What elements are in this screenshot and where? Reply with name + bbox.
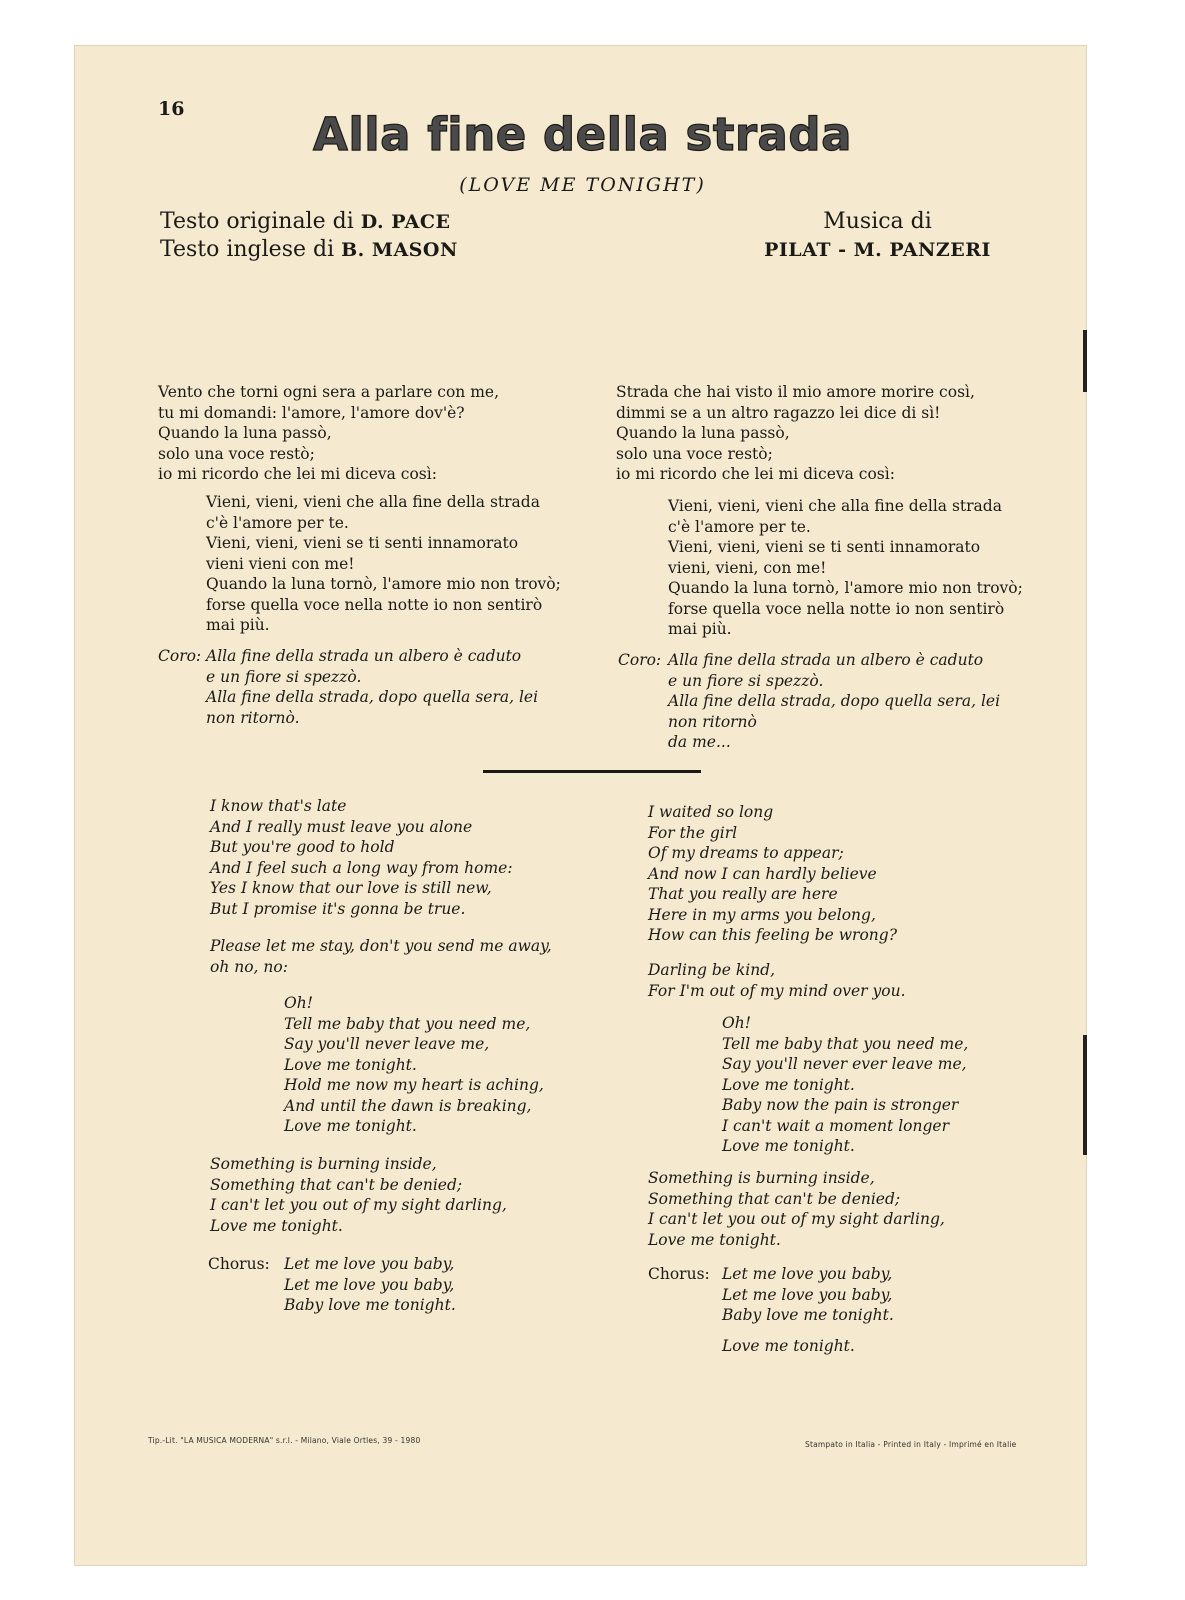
lyric-line: non ritornò. [206,708,300,727]
lyric-line: And I really must leave you alone [210,817,473,836]
lyric-line: oh no, no: [210,957,288,976]
italian-chorus-2 [668,650,1000,753]
lyric-line: For I'm out of my mind over you. [648,981,906,1000]
lyric-line: Alla fine della strada, dopo quella sera, lei [206,688,539,706]
lyric-line: forse quella voce nella notte io non sentirò [668,599,1005,618]
song-title: Alla fine della strada [313,108,852,161]
english-bridge-1 [210,936,552,977]
english-outro: Love me tonight. [722,1337,855,1355]
english-bridge-2 [648,960,906,1001]
lyric-line: Love me tonight. [284,1055,417,1074]
italian-verse-2 [616,382,975,485]
lyric-line: solo una voce restò; [616,444,773,463]
lyric-line: Let me love you baby, [722,1265,893,1283]
italian-verse-1 [158,382,499,485]
composer-credits [745,208,1010,264]
english-chorus-1 [284,1254,456,1316]
lyric-line: And I feel such a long way from home: [210,858,513,877]
lyric-line: Vieni, vieni, vieni che alla fine della strada [206,493,540,511]
lyric-line: Alla fine della strada un albero è caduto [668,651,984,669]
lyric-line: I can't let you out of my sight darling, [648,1210,945,1228]
lyric-line: Let me love you baby, [284,1255,455,1273]
english-closing-2 [648,1168,945,1250]
english-refrain-1 [284,993,544,1137]
lyric-line: Something is burning inside, [648,1169,875,1187]
lyric-line: Love me tonight. [648,1230,781,1249]
italian-chorus-label: Coro: [158,647,202,665]
lyric-line: Vento che torni ogni sera a parlare con me, [158,383,500,401]
lyric-line: Tell me baby that you need me, [284,1014,531,1033]
lyric-line: Baby love me tonight. [284,1296,456,1314]
lyric-line: Vieni, vieni, vieni se ti senti innamorato [206,534,519,552]
credit-label: Testo originale di [160,209,354,234]
lyric-line: Hold me now my heart is aching, [284,1076,544,1094]
original-lyrics-credit [160,208,458,236]
lyric-line: That you really are here [648,885,838,903]
lyric-line: Oh! [722,1014,751,1032]
lyric-line: mai più. [668,620,732,638]
italian-chorus-label: Coro: [618,651,662,669]
printer-footer: Tip.-Lit. "LA MUSICA MODERNA" s.r.l. - Milano, Viale Ortles, 39 - 1980 [148,1436,421,1445]
italian-refrain-1 [206,492,561,636]
english-chorus-2 [722,1264,894,1326]
lyric-line: Vieni, vieni, vieni che alla fine della strada [668,497,1002,515]
lyric-line: Something that can't be denied; [648,1189,901,1208]
lyric-line: Let me love you baby, [722,1285,893,1304]
english-verse-1 [210,796,513,919]
page-edge-mark [1083,1035,1087,1155]
lyric-line: Baby love me tonight. [722,1306,894,1324]
lyric-line: Quando la luna tornò, l'amore mio non trovò; [668,579,1023,597]
page-edge-mark [1083,330,1087,392]
lyric-line: Something that can't be denied; [210,1175,463,1194]
lyric-line: Baby now the pain is stronger [722,1096,959,1114]
lyric-line: I can't let you out of my sight darling, [210,1196,507,1214]
lyric-line: Tell me baby that you need me, [722,1034,969,1053]
credit-author: D. PACE [360,211,451,233]
lyric-line: Quando la luna passò, [616,424,790,442]
italian-chorus-1 [206,646,538,728]
lyric-line: Quando la luna tornò, l'amore mio non trovò; [206,575,561,593]
lyric-line: Quando la luna passò, [158,424,332,442]
page-number: 16 [158,98,185,120]
lyric-line: Please let me stay, don't you send me away, [210,937,552,955]
lyric-line: mai più. [206,616,270,634]
english-refrain-2 [722,1013,968,1157]
lyric-line: Love me tonight. [722,1137,855,1155]
lyric-line: e un fiore si spezzò. [206,667,362,686]
lyric-line: And until the dawn is breaking, [284,1096,532,1115]
lyric-line: io mi ricordo che lei mi diceva così: [158,465,437,483]
lyric-line: I can't wait a moment longer [722,1116,949,1135]
english-chorus-label: Chorus: [208,1255,270,1273]
lyric-line: Here in my arms you belong, [648,905,876,924]
lyric-line: Darling be kind, [648,961,776,979]
italian-refrain-2 [668,496,1023,640]
lyric-line: forse quella voce nella notte io non sentirò [206,595,543,614]
lyric-line: dimmi se a un altro ragazzo lei dice di sì! [616,403,941,422]
lyric-line: Let me love you baby, [284,1275,455,1294]
lyric-line: Something is burning inside, [210,1155,437,1173]
lyric-line: c'è l'amore per te. [206,513,349,532]
lyric-line: vieni vieni con me! [206,554,355,573]
lyric-line: Love me tonight. [722,1075,855,1094]
lyric-line: tu mi domandi: l'amore, l'amore dov'è? [158,403,465,422]
lyric-line: non ritornò [668,712,757,731]
lyric-line: solo una voce restò; [158,444,315,463]
lyric-line: Of my dreams to appear; [648,844,844,862]
lyric-line: Strada che hai visto il mio amore morire così, [616,383,975,401]
lyric-line: Alla fine della strada un albero è caduto [206,647,522,665]
lyric-line: For the girl [648,823,738,842]
song-subtitle: (LOVE ME TONIGHT) [459,174,706,196]
lyric-line: io mi ricordo che lei mi diceva così: [616,465,895,483]
lyric-line: I waited so long [648,803,774,821]
section-divider [483,770,701,773]
credit-label: Testo inglese di [160,237,335,262]
lyric-line: And now I can hardly believe [648,864,877,883]
lyric-line: But you're good to hold [210,838,395,856]
lyric-line: Yes I know that our love is still new, [210,879,492,897]
lyric-line: Alla fine della strada, dopo quella sera, lei [668,692,1001,710]
lyric-line: da me... [668,733,731,751]
lyric-line: e un fiore si spezzò. [668,671,824,690]
lyric-line: Say you'll never leave me, [284,1035,490,1053]
lyric-line: Vieni, vieni, vieni se ti senti innamorato [668,538,981,556]
lyric-line: Oh! [284,994,313,1012]
english-lyrics-credit [160,236,458,264]
lyric-line: c'è l'amore per te. [668,517,811,536]
lyric-line: vieni, vieni, con me! [668,558,827,577]
lyric-line: Say you'll never ever leave me, [722,1055,967,1073]
music-authors: PILAT - M. PANZERI [764,239,991,261]
lyric-line: Love me tonight. [284,1117,417,1135]
lyric-line: But I promise it's gonna be true. [210,899,466,918]
credit-author: B. MASON [341,239,458,261]
lyric-line: How can this feeling be wrong? [648,926,897,944]
english-verse-2 [648,802,897,946]
lyric-line: I know that's late [210,797,347,815]
printed-in-footer: Stampato in Italia - Printed in Italy - Imprimé en Italie [805,1440,1017,1449]
english-chorus-label: Chorus: [648,1265,710,1283]
lyric-line: Love me tonight. [210,1216,343,1235]
lyricist-credits [160,208,458,264]
english-closing-1 [210,1154,507,1236]
music-label: Musica di [823,209,932,234]
